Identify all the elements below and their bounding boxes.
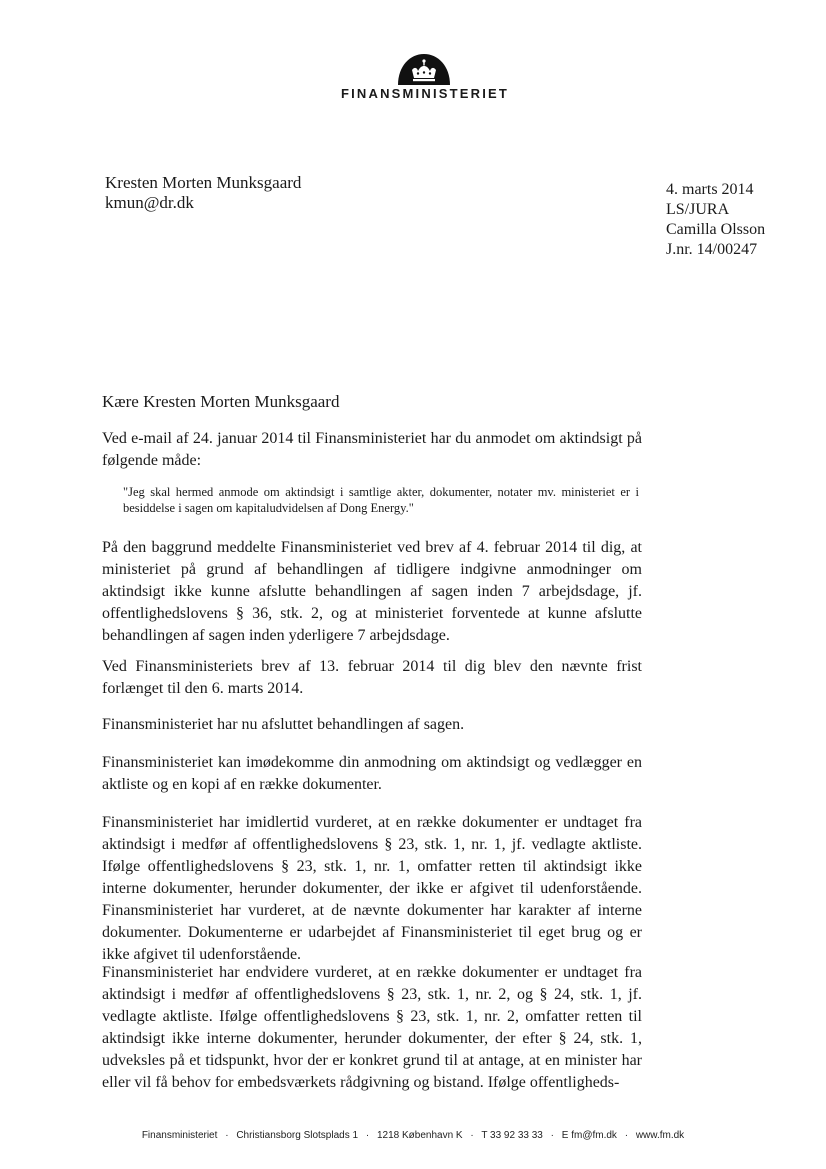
- footer-separator: ·: [225, 1130, 229, 1141]
- footer-separator: ·: [470, 1130, 474, 1141]
- letter-date: 4. marts 2014: [666, 181, 754, 198]
- paragraph-granted: Finansministeriet kan imødekomme din anmodning om aktindsigt og vedlægger en aktliste og en kopi af en række dokumenter.: [102, 754, 642, 793]
- paragraph-request: Ved e-mail af 24. januar 2014 til Finansministeriet har du anmodet om aktindsigt på følgende måde:: [102, 430, 642, 469]
- paragraph-exemption-internal: Finansministeriet har imidlertid vurderet, at en række dokumenter er undtaget fra aktindsigt i medfør af offentlighedslovens § 23, stk. 1, nr. 1, jf. vedlagte aktliste. Ifølge offentlighedslovens § 23, stk. 1, nr. 1, omfatter retten til aktindsigt ikke interne dokumenter, herunder dokumenter, der ikke er afgivet til udenforstående. Finansministeriet har vurderet, at de nævnte dokumenter har karakter af interne dokumenter. Dokumenterne er udarbejdet af Finansministeriet til eget brug og er ikke afgivet til udenforstående.: [102, 814, 642, 963]
- ministry-name: FINANSMINISTERIET: [340, 86, 510, 101]
- footer-org: Finansministeriet: [141, 1130, 218, 1141]
- request-quote: "Jeg skal hermed anmode om aktindsigt i samtlige akter, dokumenter, notater mv. ministeriet er i besiddelse i sagen om kapitaludvidelsen af Dong Energy.": [123, 485, 639, 515]
- footer-separator: ·: [365, 1130, 370, 1141]
- journal-number: J.nr. 14/00247: [666, 241, 758, 258]
- letter-meta: [666, 180, 765, 260]
- paragraph-new-deadline: Ved Finansministeriets brev af 13. februar 2014 til dig blev den nævnte frist forlænget til den 6. marts 2014.: [102, 658, 642, 697]
- crown-logo-icon: [394, 50, 454, 86]
- footer-separator: ·: [550, 1130, 554, 1141]
- letter-department: LS/JURA: [666, 201, 730, 218]
- recipient-email: kmun@dr.dk: [105, 193, 194, 212]
- letter-contact: Camilla Olsson: [666, 221, 766, 238]
- footer-address: Christiansborg Slotsplads 1: [236, 1130, 359, 1141]
- footer-web: www.fm.dk: [635, 1130, 685, 1141]
- footer-postal: 1218 København K: [376, 1130, 463, 1141]
- paragraph-deadline-extension: På den baggrund meddelte Finansministeriet ved brev af 4. februar 2014 til dig, at ministeriet på grund af behandlingen af tidligere indgivne anmodninger om aktindsigt ikke kunne afslutte behandlingen af sagen inden 7 arbejdsdage, jf. offentlighedslovens § 36, stk. 2, og at ministeriet forventede at kunne afslutte behandlingen af sagen inden yderligere 7 arbejdsdage.: [102, 539, 642, 644]
- footer-email: E fm@fm.dk: [561, 1130, 617, 1141]
- footer-phone: T 33 92 33 33: [481, 1130, 543, 1141]
- recipient-name: Kresten Morten Munksgaard: [105, 173, 302, 192]
- recipient-block: [105, 173, 301, 213]
- paragraph-completed: Finansministeriet har nu afsluttet behandlingen af sagen.: [102, 716, 465, 733]
- paragraph-exemption-advisory: Finansministeriet har endvidere vurderet, at en række dokumenter er undtaget fra aktindsigt i medfør af offentlighedslovens § 23, stk. 1, nr. 2, og § 24, stk. 1, jf. vedlagte aktliste. Ifølge offentlighedslovens § 23, stk. 1, nr. 2, omfatter retten til aktindsigt ikke interne dokumenter, herunder dokumenter, der efter § 24, stk. 1, udveksles på et tidspunkt, hvor der er konkret grund til at antage, at en minister har eller vil få behov for embedsværkets rådgivning og bistand. Ifølge offentligheds-: [102, 964, 642, 1091]
- salutation: Kære Kresten Morten Munksgaard: [102, 392, 340, 411]
- letter-footer: [0, 1130, 826, 1141]
- footer-separator: ·: [624, 1130, 629, 1141]
